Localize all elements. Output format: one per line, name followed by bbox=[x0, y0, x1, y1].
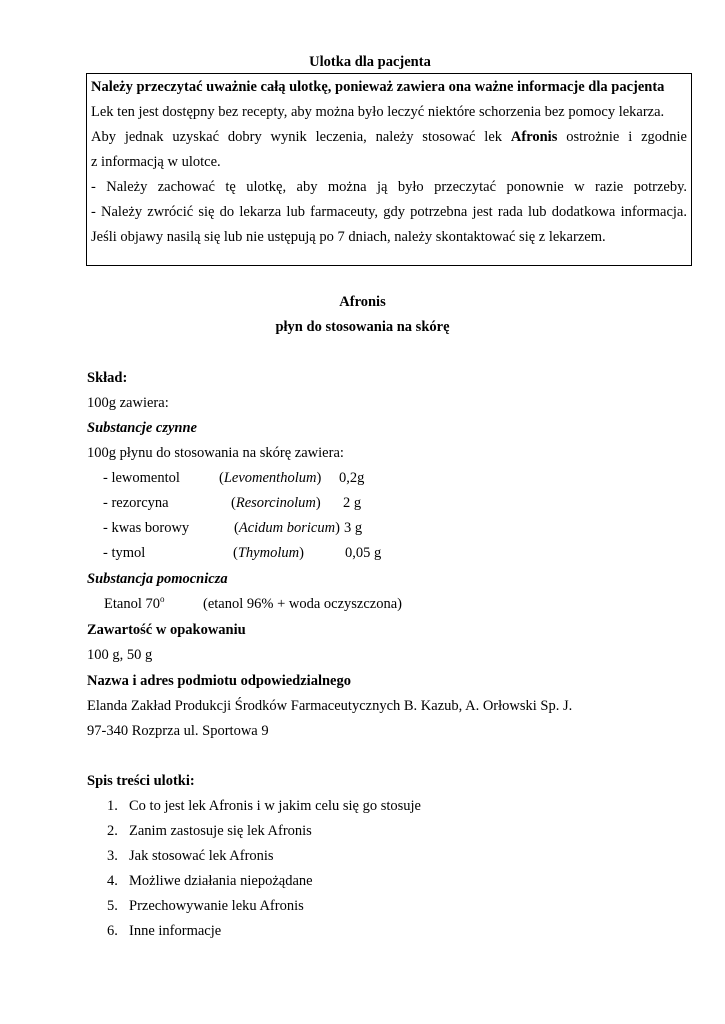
excipient-degree: o bbox=[159, 594, 165, 605]
active-substance-name: - lewomentol bbox=[103, 470, 180, 486]
active-substance-latin: (Resorcinolum) bbox=[231, 495, 321, 511]
active-substance-latin: (Thymolum) bbox=[233, 545, 304, 561]
toc-item: Co to jest lek Afronis i w jakim celu się go stosuje bbox=[129, 798, 421, 814]
notice-heading: Należy przeczytać uważnie całą ulotkę, ponieważ zawiera ona ważne informacje dla pacjenta bbox=[91, 79, 665, 95]
latin-name: Thymolum bbox=[237, 545, 300, 561]
toc-item-number: 6. bbox=[107, 923, 118, 939]
composition-heading: Skład: bbox=[87, 370, 128, 386]
responsible-heading: Nazwa i adres podmiotu odpowiedzialnego bbox=[87, 673, 351, 689]
active-substances-heading: Substancje czynne bbox=[87, 420, 197, 436]
product-name: Afronis bbox=[339, 294, 386, 310]
excipient-heading: Substancja pomocnicza bbox=[87, 571, 228, 587]
responsible-address: 97-340 Rozprza ul. Sportowa 9 bbox=[87, 723, 269, 739]
excipient-name-text: Etanol 70 bbox=[104, 596, 160, 612]
leaflet-title: Ulotka dla pacjenta bbox=[309, 54, 431, 70]
active-substance-amount: 0,2g bbox=[339, 470, 365, 486]
active-substance-latin: (Levomentholum) bbox=[219, 470, 322, 486]
notice-line-5: - Należy zwrócić się do lekarza lub farmaceuty, gdy potrzebna jest rada lub dodatkowa informacja. bbox=[91, 204, 687, 220]
notice-line-6: Jeśli objawy nasilą się lub nie ustępują po 7 dniach, należy skontaktować się z lekarzem. bbox=[91, 229, 606, 245]
product-form: płyn do stosowania na skórę bbox=[275, 319, 450, 335]
notice-line-2-before: Aby jednak uzyskać dobry wynik leczenia, należy stosować lek bbox=[91, 129, 503, 145]
toc-item: Jak stosować lek Afronis bbox=[129, 848, 274, 864]
toc-item: Możliwe działania niepożądane bbox=[129, 873, 313, 889]
active-substance-amount: 0,05 g bbox=[345, 545, 382, 561]
notice-line-3: z informacją w ulotce. bbox=[91, 154, 221, 170]
active-substance-name: - kwas borowy bbox=[103, 520, 190, 536]
active-substance-name: - rezorcyna bbox=[103, 495, 169, 511]
active-substances-intro: 100g płynu do stosowania na skórę zawiera: bbox=[87, 445, 344, 461]
toc-item-number: 2. bbox=[107, 823, 118, 839]
notice-line-2 bbox=[91, 128, 687, 146]
notice-line-1: Lek ten jest dostępny bez recepty, aby można było leczyć niektóre schorzenia bez pomocy lekarza. bbox=[91, 104, 665, 120]
toc-item-number: 5. bbox=[107, 898, 118, 914]
notice-line-2-after: ostrożnie i zgodnie bbox=[566, 129, 687, 145]
toc-item-number: 3. bbox=[107, 848, 118, 864]
latin-name: Acidum boricum bbox=[238, 520, 336, 536]
latin-name: Levomentholum bbox=[223, 470, 317, 486]
composition-per-100g: 100g zawiera: bbox=[87, 395, 169, 411]
notice-box bbox=[86, 73, 692, 266]
active-substance-name: - tymol bbox=[103, 545, 146, 561]
notice-product-name: Afronis bbox=[510, 129, 558, 145]
package-heading: Zawartość w opakowaniu bbox=[87, 622, 246, 638]
excipient-name bbox=[104, 595, 164, 613]
excipient-description: (etanol 96% + woda oczyszczona) bbox=[203, 596, 403, 612]
responsible-company: Elanda Zakład Produkcji Środków Farmaceutycznych B. Kazub, A. Orłowski Sp. J. bbox=[87, 698, 573, 714]
toc-item: Przechowywanie leku Afronis bbox=[129, 898, 304, 914]
active-substance-amount: 2 g bbox=[343, 495, 362, 511]
toc-item-number: 1. bbox=[107, 798, 118, 814]
notice-line-4: - Należy zachować tę ulotkę, aby można ją było przeczytać ponownie w razie potrzeby. bbox=[91, 179, 687, 195]
active-substance-latin: (Acidum boricum) bbox=[234, 520, 340, 536]
latin-name: Resorcinolum bbox=[235, 495, 316, 511]
active-substance-amount: 3 g bbox=[344, 520, 363, 536]
toc-item: Zanim zastosuje się lek Afronis bbox=[129, 823, 312, 839]
package-value: 100 g, 50 g bbox=[87, 647, 153, 663]
toc-item: Inne informacje bbox=[129, 923, 222, 939]
toc-item-number: 4. bbox=[107, 873, 118, 889]
toc-heading: Spis treści ulotki: bbox=[87, 773, 195, 789]
